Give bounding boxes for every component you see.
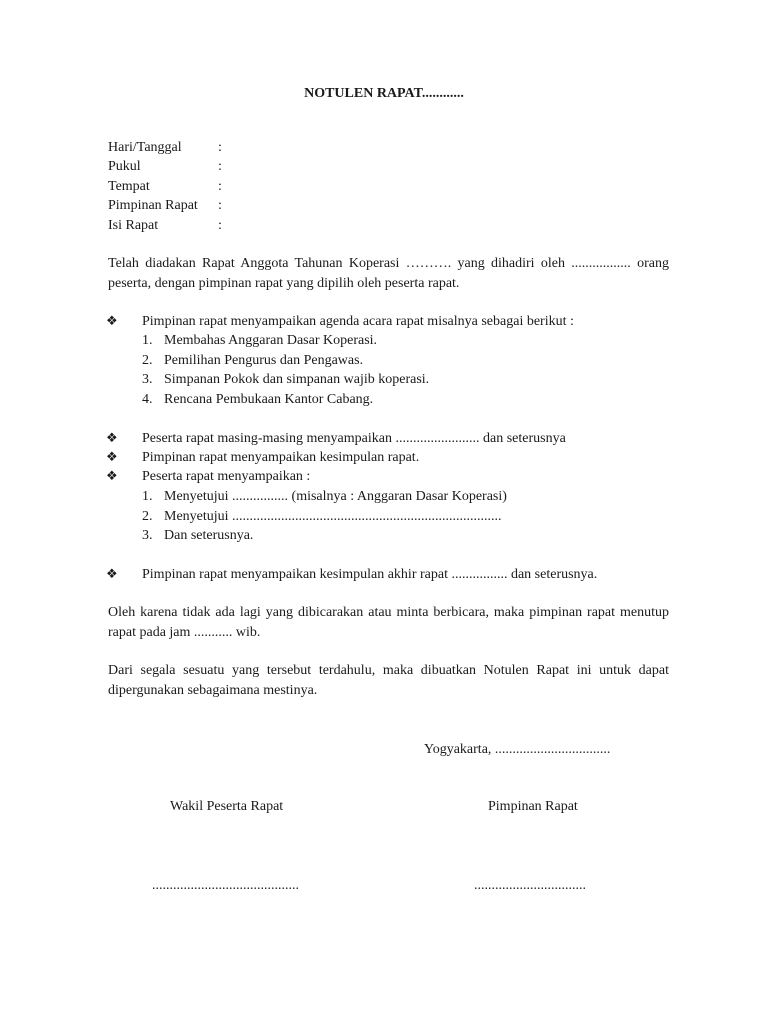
list-number: 1. <box>142 489 153 504</box>
list-number: 2. <box>142 353 153 368</box>
signature-label-wakil: Wakil Peserta Rapat <box>170 799 284 814</box>
bullet-icon: ❖ <box>106 469 118 484</box>
document-title: NOTULEN RAPAT............ <box>304 86 464 101</box>
list-item: Rencana Pembukaan Kantor Cabang. <box>164 392 374 407</box>
field-label-pukul: Pukul <box>108 159 141 174</box>
list-item: Membahas Anggaran Dasar Koperasi. <box>164 333 378 348</box>
signature-line-pimpinan: ................................ <box>474 878 586 893</box>
closing-paragraph: Oleh karena tidak ada lagi yang dibicarakan atau minta berbicara, maka pimpinan rapat menutup rapat pada jam ........... wib. <box>108 605 669 640</box>
final-paragraph: Dari segala sesuatu yang tersebut terdahulu, maka dibuatkan Notulen Rapat ini untuk dapat dipergunakan sebagaimana mestinya. <box>108 663 669 698</box>
list-item: Simpanan Pokok dan simpanan wajib koperasi. <box>164 372 430 387</box>
field-label-hari-tanggal: Hari/Tanggal <box>108 140 182 155</box>
field-colon: : <box>218 218 222 233</box>
bullet-icon: ❖ <box>106 431 118 446</box>
bullet-icon: ❖ <box>106 314 118 329</box>
bullet-icon: ❖ <box>106 450 118 465</box>
list-item: Menyetujui ................ (misalnya : Anggaran Dasar Koperasi) <box>164 489 507 504</box>
place-date: Yogyakarta, ................................. <box>424 742 611 757</box>
field-colon: : <box>218 140 222 155</box>
bullet-icon: ❖ <box>106 567 118 582</box>
bullet-kesimpulan-akhir: Pimpinan rapat menyampaikan kesimpulan akhir rapat ................ dan seterusnya. <box>142 567 598 582</box>
field-label-isi-rapat: Isi Rapat <box>108 218 159 233</box>
signature-label-pimpinan: Pimpinan Rapat <box>488 799 578 814</box>
list-number: 4. <box>142 392 153 407</box>
field-label-pimpinan-rapat: Pimpinan Rapat <box>108 198 198 213</box>
field-colon: : <box>218 159 222 174</box>
bullet-kesimpulan-rapat: Pimpinan rapat menyampaikan kesimpulan rapat. <box>142 450 420 465</box>
list-number: 3. <box>142 372 153 387</box>
intro-paragraph: Telah diadakan Rapat Anggota Tahunan Koperasi ………. yang dihadiri oleh ................. orang peserta, dengan pimpinan rapat yang dipilih oleh peserta rapat. <box>108 256 669 291</box>
field-colon: : <box>218 198 222 213</box>
signature-line-wakil: .......................................... <box>152 878 299 893</box>
bullet-peserta-rapat-menyampaikan: Peserta rapat menyampaikan : <box>142 469 311 484</box>
list-item: Menyetujui ............................................................................. <box>164 509 502 524</box>
field-label-tempat: Tempat <box>108 179 150 194</box>
list-number: 2. <box>142 509 153 524</box>
bullet-peserta-menyampaikan: Peserta rapat masing-masing menyampaikan ........................ dan seterusnya <box>142 431 566 446</box>
list-number: 3. <box>142 528 153 543</box>
list-number: 1. <box>142 333 153 348</box>
list-item: Dan seterusnya. <box>164 528 254 543</box>
field-colon: : <box>218 179 222 194</box>
list-item: Pemilihan Pengurus dan Pengawas. <box>164 353 364 368</box>
bullet-agenda-text: Pimpinan rapat menyampaikan agenda acara rapat misalnya sebagai berikut : <box>142 314 574 329</box>
